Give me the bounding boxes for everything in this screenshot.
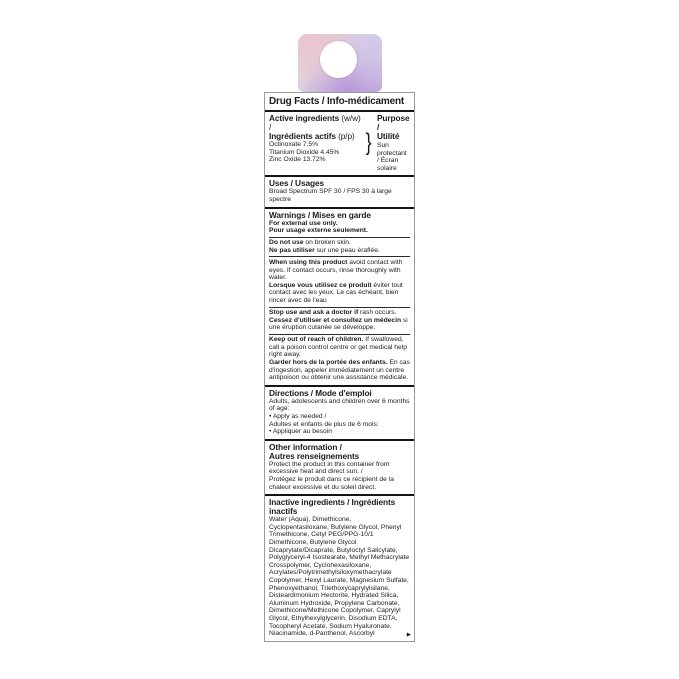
inactive-ingredients-text: Water (Aqua), Dimethicone, Cyclopentasiloxane, Butylene Glycol, Phenyl Trimethicone, Cetyl PEG/PPG-10/1 Dimethicone, Butylene Glycol Dicaprylate/Dicaprate, Butyloctyl Salicylate, Polyglyceryl-4 Isostearate, Methyl Methacrylate Crosspolymer, Cyclohexasiloxane, Acrylates/Polytrimethylsiloxymethacrylate Copolymer, Hexyl Laurate, Magnesium Sulfate, Phenoxyethanol, Triethoxycaprylylsilane, Disteardimonium Hectorite, Hydrated Silica, Aluminum Hydroxide, Propylene Carbonate, Dimethicone/Methicone Copolymer, Caprylyl Glycol, Ethylhexylglycerin, Disodium EDTA, Tocopheryl Acetate, Sodium Hyaluronate, Niacinamide, d-Panthenol, Ascorbyl: [269, 516, 410, 638]
other-information-heading: Other information / Autres renseignements: [269, 441, 360, 461]
drug-facts-title: Drug Facts / Info-médicament: [269, 96, 404, 107]
directions-heading: Directions / Mode d'emploi: [269, 387, 372, 398]
uses-text: Broad Spectrum SPF 30 / FPS 30 à large spectre: [269, 188, 392, 203]
directions-line: Adultes et enfants de plus de 6 mois:: [269, 420, 379, 428]
warnings-heading: Warnings / Mises en garde: [269, 209, 371, 220]
active-ingredient-item: Zinc Oxide 13.72%: [269, 156, 326, 164]
other-information-text-fr: Protégez le produit dans ce récipient de la chaleur excessive et du soleil direct.: [269, 476, 394, 491]
inactive-ingredients-heading: Inactive ingredients / Ingrédients inactifs: [269, 497, 396, 517]
active-ingredient-item: Titanium Dioxide 4.45%: [269, 148, 340, 156]
directions-section: [265, 385, 414, 439]
active-ingredient-item: Octinoxate 7.5%: [269, 141, 319, 148]
inactive-ingredients-section: [265, 494, 414, 641]
brace-glyph: }: [365, 129, 372, 156]
uses-section: [265, 175, 414, 206]
drug-facts-panel: [264, 92, 415, 642]
active-ingredients-heading: Active ingredients (w/w) / Ingrédients actifs (p/p): [269, 113, 361, 141]
hang-tab-hole: [320, 41, 357, 78]
warnings-section: [265, 207, 414, 385]
directions-line: • Appliquer au besoin: [269, 428, 332, 436]
directions-line: • Apply as needed /: [269, 413, 327, 421]
warning-block: When using this product avoid contact with eyes. If contact occurs, rinse thoroughly with water. Lorsque vous utilisez ce produit éviter tout contact avec les yeux. Le cas échéant, bien rincer avec de l'eau: [269, 256, 410, 304]
warning-block: Do not use on broken skin. Ne pas utiliser sur une peau éraflée.: [269, 237, 410, 255]
warning-block: Keep out of reach of children. If swallowed, call a poison control centre or get medical help right away. Garder hors de la portée des enfants. En cas d'ingestion, appeler immédiatement un centre antipoison ou obtenir une assistance médicale.: [269, 334, 410, 382]
purpose-heading: Purpose / Utilité: [377, 113, 410, 141]
other-information-text-en: Protect the product in this container from excessive heat and direct sun. /: [269, 460, 390, 476]
other-information-section: [265, 439, 414, 494]
continuation-arrow-icon: ▶: [406, 632, 411, 639]
active-ingredients-section: [265, 110, 414, 175]
hang-tab: [298, 34, 382, 92]
directions-line: Adults, adolescents and children over 6 months of age:: [269, 397, 410, 413]
warning-block: For external use only. Pour usage externe seulement.: [269, 219, 368, 235]
purpose-text: Sun protectant / Écran solaire: [377, 142, 407, 172]
warning-block: Stop use and ask a doctor if rash occurs. Cessez d'utiliser et consultez un médecin si une éruption cutanée se développe.: [269, 307, 410, 332]
uses-heading: Uses / Usages: [269, 178, 324, 189]
